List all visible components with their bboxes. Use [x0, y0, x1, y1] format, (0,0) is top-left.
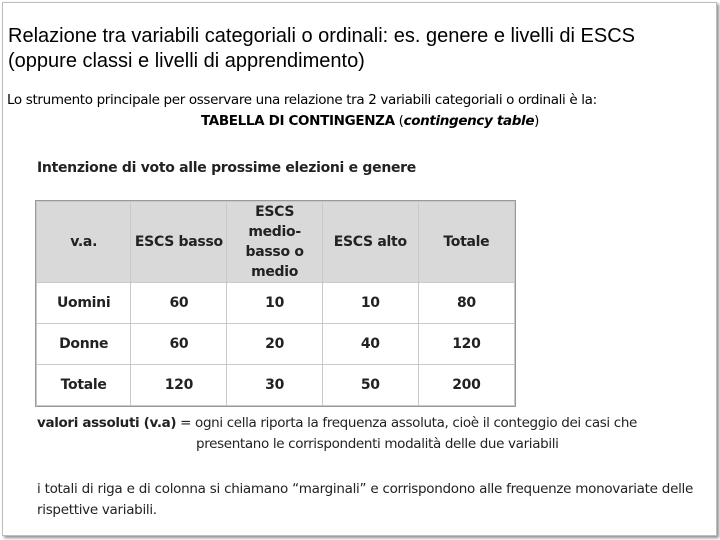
- intro-line-1: Lo strumento principale per osservare una relazione tra 2 variabili categoriali o ordinali è la:: [7, 92, 597, 108]
- header-cell: Totale: [418, 202, 514, 283]
- va-label: valori assoluti (v.a): [37, 415, 177, 431]
- intro-paren-close: ): [534, 113, 540, 129]
- table-cell: 50: [322, 365, 418, 406]
- marginals-definition: i totali di riga e di colonna si chiamano “marginali” e corrispondono alle frequenze monovariate delle rispettive variabili.: [37, 481, 693, 518]
- table-cell: 120: [131, 365, 227, 406]
- table-cell: 20: [227, 324, 322, 365]
- table-cell: 10: [322, 283, 418, 324]
- table-cell: 60: [131, 324, 227, 365]
- table-header-row: [37, 202, 515, 283]
- slide-title: Relazione tra variabili categoriali o ordinali: es. genere e livelli di ESCS (oppure classi e livelli di apprendimento): [8, 25, 635, 72]
- table-cell: 80: [418, 283, 514, 324]
- table-cell: 200: [418, 365, 514, 406]
- definition-line-2: presentano le corrispondenti modalità delle due variabili: [196, 436, 559, 452]
- table-row: [37, 283, 515, 324]
- table-cell: 10: [227, 283, 322, 324]
- va-text: = ogni cella riporta la frequenza assoluta, cioè il conteggio dei casi che: [176, 415, 637, 431]
- contingency-table-english: contingency table: [403, 113, 535, 129]
- header-cell: ESCS alto: [322, 202, 418, 283]
- absolute-values-definition: [37, 413, 693, 455]
- table-row: [37, 324, 515, 365]
- intro-paren-open: (: [394, 113, 404, 129]
- header-cell: ESCS medio-basso o medio: [227, 202, 322, 283]
- table-title: Intenzione di voto alle prossime elezioni e genere: [37, 160, 416, 176]
- definition-line-1: [37, 413, 693, 434]
- table-cell: 30: [227, 365, 322, 406]
- table-cell: 60: [131, 283, 227, 324]
- table-cell: 40: [322, 324, 418, 365]
- contingency-table: [36, 201, 515, 406]
- intro-line-2: [7, 111, 713, 132]
- row-label: Totale: [37, 365, 131, 406]
- row-label: Donne: [37, 324, 131, 365]
- contingency-table-term: TABELLA DI CONTINGENZA: [200, 113, 395, 129]
- header-cell: ESCS basso: [131, 202, 227, 283]
- row-label: Uomini: [37, 283, 131, 324]
- intro-text: [7, 90, 713, 132]
- table-row: [37, 365, 515, 406]
- header-cell: v.a.: [37, 202, 131, 283]
- table-cell: 120: [418, 324, 514, 365]
